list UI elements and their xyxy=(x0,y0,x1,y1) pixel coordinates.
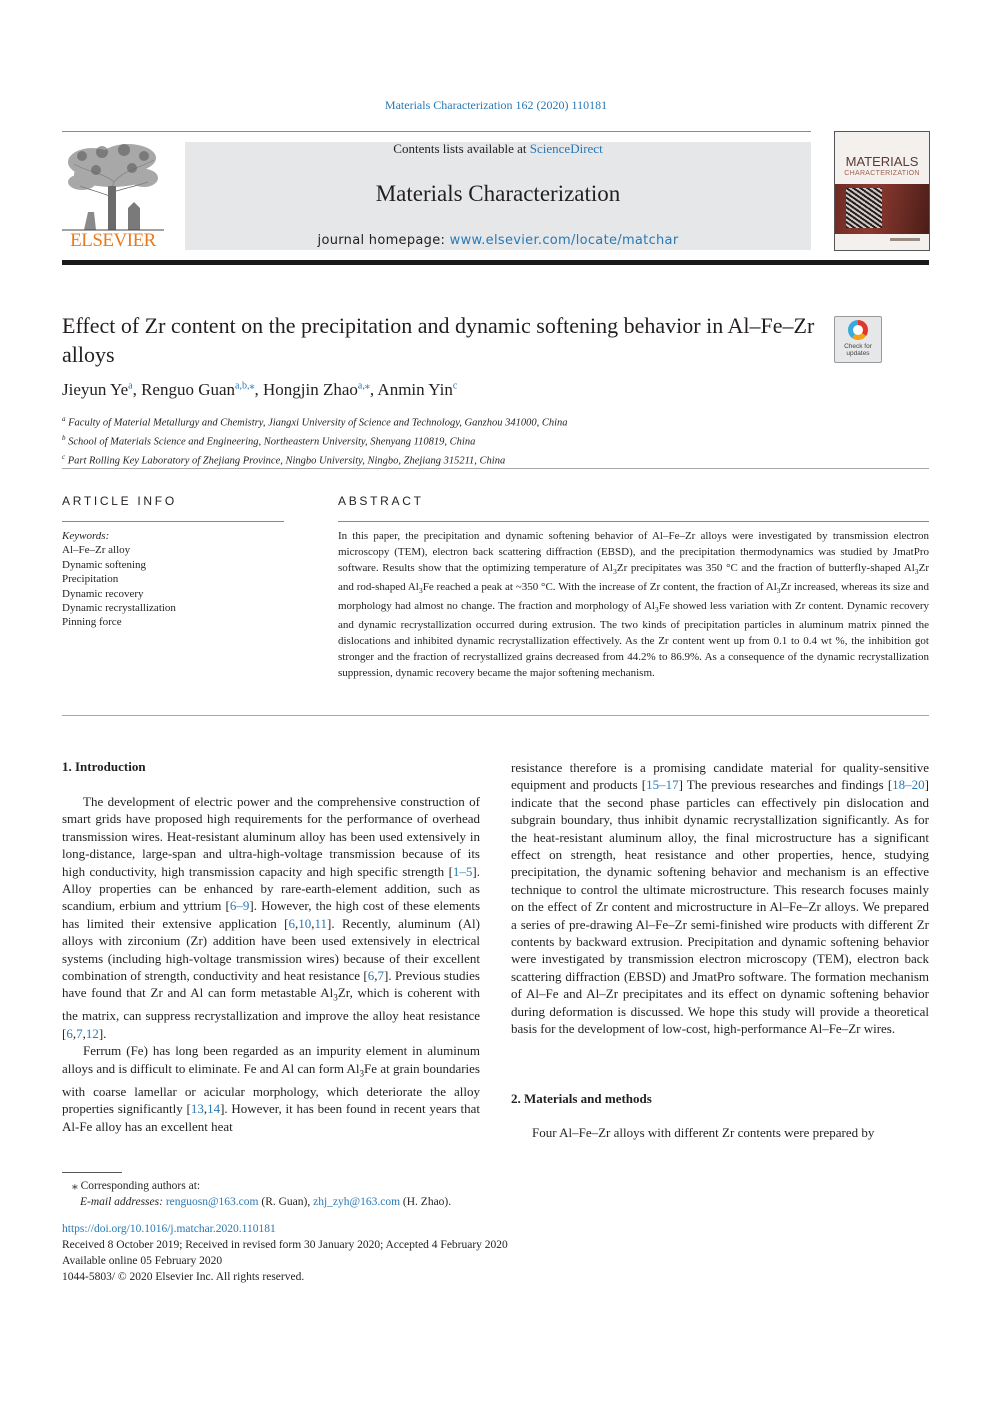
affiliation-mark: c xyxy=(62,453,66,461)
citation-link[interactable]: 11 xyxy=(314,915,328,931)
contents-prefix: Contents lists available at xyxy=(393,141,530,156)
abstract-text: In this paper, the precipitation and dynamic softening behavior of Al–Fe–Zr alloys were investigated by transmission electron microscopy (TEM), electron back scattering diffraction (EBSD), and the precipitation thermodynamics was studied by JmatPro software. Results show that the optimizing temperature of $Al_3Zr$ precipitates was 350 °C and the fraction of butterfly-shaped $Al_3Zr$ and rod-shaped $Al_3Fe$ reached a peak at ~350 °C. With the increase of Zr content, the fraction of $Al_3Zr$ increased, whereas its size and morphology had almost no change. The fraction and morphology of $Al_3Fe$ showed less variation with Zr content. Dynamic recovery and dynamic recrystallization occurred during extrusion. The two kinds of precipitation particles in aluminum matrix pinned the dislocations and inhibited dynamic recrystallization effectively. As the Zr content went up from 0.1 to 0.4 wt %, the inhibition got stronger and the fraction of recrystallized grains decreased from 44.2% to 86.9%. As a consequence of the dynamic recrystallization suppression, dynamic recovery became the major softening mechanism. xyxy=(338,530,930,679)
email-link[interactable]: zhj_zyh@163.com xyxy=(313,1196,401,1208)
keywords-list xyxy=(62,543,284,629)
corresponding-note: ⁎ Corresponding authors at: xyxy=(72,1180,201,1192)
right-column xyxy=(511,759,929,1038)
affiliation-rule xyxy=(62,468,929,469)
check-updates-line-2: updates xyxy=(846,350,870,357)
affiliation-text: Part Rolling Key Laboratory of Zhejiang Province, Ningbo University, Ningbo, Zhejiang 315211, China xyxy=(67,455,506,467)
paragraph: The development of electric power and the comprehensive construction of smart grids have proposed high requirements for the performance of overhead transmission wires. Heat-resistant aluminum alloy has been used extensively in long-distance, large-span and ultra-high-voltage transmission because of its high conductivity, high transmission capacity and high specific strength [1–5]. Alloy properties can be enhanced by rare-earth-element addition, such as scandium, erbium and yttrium [6–9]. However, the high cost of these elements has limited their extensive application [6,10,11]. Recently, aluminum (Al) alloys with zirconium (Zr) addition have been used extensively in electrical systems (including high-voltage transmission wires) because of their excellent combination of strength, conductivity and heat resistance [6,7]. Previous studies have found that Zr and Al can form metastable $Al_3Zr$, which is coherent with the matrix, can suppress recrystallization and improve the alloy heat resistance [6,7,12]. xyxy=(62,794,480,1041)
journal-cover[interactable] xyxy=(834,131,930,251)
contents-line xyxy=(185,141,811,157)
check-updates-line-1: Check for xyxy=(844,343,872,350)
citation-link[interactable]: 6 xyxy=(367,968,375,984)
affiliation-item xyxy=(62,431,932,450)
article-info-heading: ARTICLE INFO xyxy=(62,494,177,508)
email-owner: (R. Guan), xyxy=(261,1196,311,1208)
received-dates: Received 8 October 2019; Received in revised form 30 January 2020; Accepted 4 February 2020 xyxy=(62,1239,508,1251)
elsevier-tree-icon xyxy=(62,142,164,232)
author-list: Jieyun Ye$^a$, Renguo Guan$^{a,b,⁎}$, Hongjin Zhao$^{a,⁎}$, Anmin Yin$^c$ xyxy=(62,380,458,399)
journal-reference[interactable]: Materials Characterization 162 (2020) 110181 xyxy=(384,98,608,112)
citation-link[interactable]: 14 xyxy=(207,1101,221,1117)
check-updates-label xyxy=(835,343,881,357)
author-name[interactable]: Hongjin Zhao xyxy=(263,380,358,399)
journal-title: Materials Characterization xyxy=(375,181,621,206)
keyword-item: Dynamic recovery xyxy=(62,587,144,600)
elsevier-wordmark: ELSEVIER xyxy=(70,230,156,251)
citation-link[interactable]: 7 xyxy=(76,1025,83,1041)
citation-link[interactable]: 13 xyxy=(190,1101,204,1117)
author-marks[interactable]: a,b,⁎ xyxy=(235,380,255,392)
abstract-bottom-rule xyxy=(62,715,929,716)
keyword-item: Precipitation xyxy=(62,573,119,586)
citation-link[interactable]: 1–5 xyxy=(452,863,473,879)
article-meta xyxy=(62,1221,932,1285)
author-marks[interactable]: c xyxy=(452,380,458,392)
article-title: Effect of Zr content on the precipitation and dynamic softening behavior in Al–Fe–Zr alloys xyxy=(62,313,815,367)
citation-link[interactable]: 10 xyxy=(298,915,312,931)
email-owner: (H. Zhao). xyxy=(402,1196,452,1208)
homepage-link[interactable]: www.elsevier.com/locate/matchar xyxy=(449,233,679,248)
affiliation-text: Faculty of Material Metallurgy and Chemistry, Jiangxi University of Science and Technology, Ganzhou 341000, China xyxy=(68,417,568,429)
author-name[interactable]: Renguo Guan xyxy=(141,380,236,399)
footnote xyxy=(62,1178,932,1210)
copyright: 1044-5803/ © 2020 Elsevier Inc. All rights reserved. xyxy=(62,1271,305,1283)
author-marks[interactable]: a xyxy=(128,380,133,392)
paragraph: Ferrum (Fe) has long been regarded as an impurity element in aluminum alloys and is difficult to eliminate. Fe and Al can form $Al_3Fe$ at grain boundaries with coarse lamellar or acicular morphology, which deteriorate the alloy properties significantly [13,14]. However, it has been found in recent years that Al-Fe alloy has an excellent heat xyxy=(62,1043,480,1134)
cover-micrograph xyxy=(846,188,882,228)
citation-link[interactable]: 7 xyxy=(377,968,384,984)
abstract-heading: ABSTRACT xyxy=(338,494,424,508)
keyword-item: Al–Fe–Zr alloy xyxy=(62,544,131,557)
cover-title: MATERIALS xyxy=(845,154,919,169)
homepage-prefix: journal homepage: xyxy=(317,233,450,248)
cover-footer-mark xyxy=(890,238,920,241)
available-online: Available online 05 February 2020 xyxy=(62,1255,223,1267)
author-name[interactable]: Jieyun Ye xyxy=(62,380,129,399)
affiliation-list xyxy=(62,412,932,469)
cover-subtitle: CHARACTERIZATION xyxy=(844,170,920,177)
keywords-block xyxy=(62,529,284,630)
email-line xyxy=(62,1194,932,1210)
methods-heading: 2. Materials and methods xyxy=(511,1091,652,1106)
keyword-item: Dynamic softening xyxy=(62,558,147,571)
affiliation-mark: b xyxy=(62,434,66,442)
citation-link[interactable]: 6–9 xyxy=(229,898,250,914)
citation-link[interactable]: 18–20 xyxy=(892,777,925,793)
author-name[interactable]: Anmin Yin xyxy=(377,380,453,399)
header-rule xyxy=(62,131,811,132)
citation-link[interactable]: 6 xyxy=(66,1025,73,1041)
article-info-rule xyxy=(62,521,284,522)
email-label: E-mail addresses: xyxy=(80,1196,163,1208)
affiliation-mark: a xyxy=(62,415,66,423)
affiliation-text: School of Materials Science and Engineering, Northeastern University, Shenyang 110819, China xyxy=(68,436,476,448)
paragraph: Four Al–Fe–Zr alloys with different Zr contents were prepared by xyxy=(532,1125,875,1140)
affiliation-item xyxy=(62,412,932,431)
header-thick-rule xyxy=(62,260,929,265)
check-updates-icon xyxy=(848,320,868,340)
paragraph: resistance therefore is a promising candidate material for quality-sensitive equipment and products [15–17] The previous researches and findings [18–20] indicate that the second phase particles can effectively pin dislocation and subgrain boundary, thus inhibit dynamic recrystallization significantly. As for the heat-resistant aluminum alloy, the final microstructure has a significant effect on strength, heat resistance and other properties, hence, studying precipitation, the dynamic softening behavior and mechanism is an effective technique to control the ultimate microstructure. This research focuses mainly on the effect of Zr content and microstructure in Al–Fe–Zr alloys. We prepared a series of pre-drawing Al–Fe–Zr semi-finished wire products with different Zr contents by backward extrusion. Precipitation and dynamic softening behavior were investigated by transmission electron microscopy (TEM), electron back scattering diffraction (EBSD) and JmatPro software. The formation mechanism of Al–Fe and Al–Zr precipitates and its effect on dynamic softening behavior during deformation is discussed. We hope this study will provide a theoretical basis for the development of low-cost, high-performance Al–Fe–Zr wires. xyxy=(511,760,929,1037)
email-link[interactable]: renguosn@163.com xyxy=(165,1196,259,1208)
introduction-heading: 1. Introduction xyxy=(62,759,146,774)
keyword-item: Pinning force xyxy=(62,616,122,629)
doi-link[interactable]: https://doi.org/10.1016/j.matchar.2020.110181 xyxy=(62,1223,276,1235)
methods-column xyxy=(511,1124,929,1141)
footnote-rule xyxy=(62,1172,122,1173)
left-column xyxy=(62,793,480,1135)
keyword-item: Dynamic recrystallization xyxy=(62,602,176,615)
journal-homepage xyxy=(185,233,811,248)
sciencedirect-link[interactable]: ScienceDirect xyxy=(529,141,603,156)
citation-link[interactable]: 6 xyxy=(288,915,295,931)
citation-link[interactable]: 15–17 xyxy=(646,777,679,793)
affiliation-item xyxy=(62,450,932,469)
citation-link[interactable]: 12 xyxy=(85,1025,99,1041)
keywords-label: Keywords: xyxy=(62,530,110,542)
abstract-rule xyxy=(338,521,929,522)
check-for-updates-button[interactable] xyxy=(834,316,882,363)
author-marks[interactable]: a,⁎ xyxy=(357,380,370,392)
